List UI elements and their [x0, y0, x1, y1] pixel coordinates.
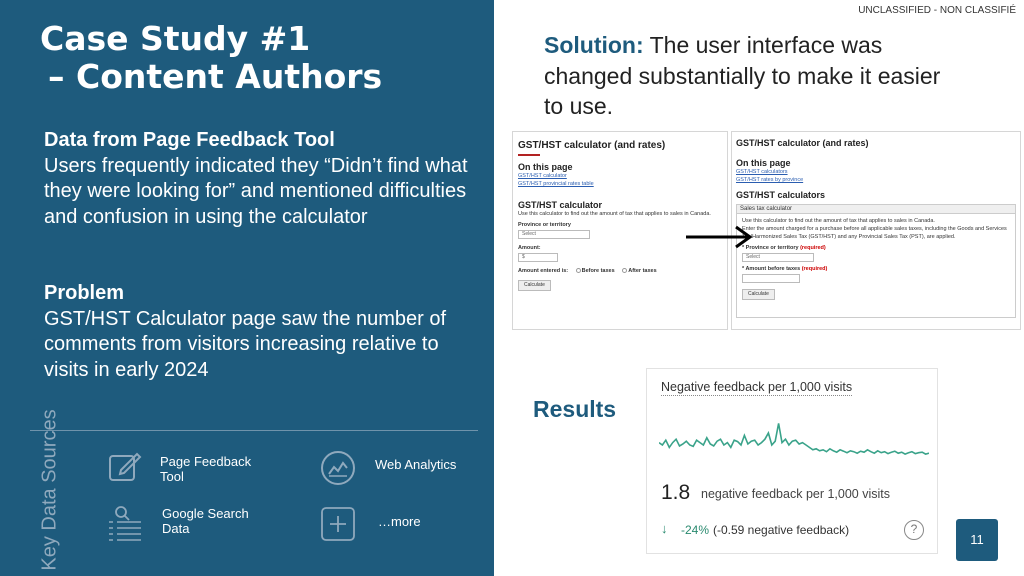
new-ui-amount-label: * Amount before taxes	[742, 266, 801, 272]
arrow-down-icon: ↓	[661, 521, 668, 536]
new-ui-section-title: GST/HST calculators	[736, 190, 826, 200]
key-data-sources-label: Key Data Sources	[38, 409, 61, 571]
results-change-pct: -24%	[681, 523, 710, 537]
old-ui-after-radio[interactable]	[622, 268, 627, 273]
old-ui-before-label: Before taxes	[581, 268, 615, 274]
new-ui-amount-required: (required)	[801, 266, 828, 272]
feedback-body: Users frequently indicated they “Didn’t find what they were looking for” and mentioned difficulties and confusion in using the calculator	[44, 154, 468, 228]
new-ui-calculate-button[interactable]: Calculate	[742, 289, 775, 300]
old-ui-province-label: Province or territory	[518, 222, 571, 228]
old-ui-title: GST/HST calculator (and rates)	[518, 140, 666, 151]
new-ui-link-rates[interactable]: GST/HST rates by province	[736, 177, 804, 183]
new-ui-intro-1: Use this calculator to find out the amount of tax that applies to sales in Canada.	[742, 218, 935, 224]
new-ui-province-required: (required)	[800, 245, 826, 251]
left-panel	[0, 0, 494, 576]
old-ui-title-underline	[518, 154, 540, 156]
new-ui-box-title: Sales tax calculator	[737, 205, 1015, 214]
results-value-label: negative feedback per 1,000 visits	[701, 487, 891, 501]
source-page-feedback-label: Page Feedback Tool	[160, 454, 252, 484]
new-ui-link-calculators[interactable]: GST/HST calculators	[736, 169, 788, 175]
new-ui-box-body	[737, 214, 1015, 317]
feedback-heading: Data from Page Feedback Tool	[44, 129, 335, 151]
old-ui-link-calculator[interactable]: GST/HST calculator	[518, 173, 567, 179]
new-ui-on-this-page: On this page	[736, 158, 791, 168]
old-ui-intro: Use this calculator to find out the amount of tax that applies to sales in Canada.	[518, 211, 711, 217]
new-ui-title: GST/HST calculator (and rates)	[736, 138, 869, 148]
new-ui-calculator-box	[736, 204, 1016, 318]
source-google-search-label: Google Search Data	[162, 506, 249, 536]
edit-icon	[107, 448, 143, 484]
new-ui-province-select[interactable]: Select	[742, 253, 814, 262]
slide-title	[40, 20, 382, 96]
new-ui-amount-input[interactable]	[742, 274, 800, 283]
title-line-2: – Content Authors	[48, 57, 383, 96]
old-ui-amount-input[interactable]: $	[518, 253, 558, 262]
chart-icon	[320, 450, 356, 486]
old-ui-link-rates[interactable]: GST/HST provincial rates table	[518, 181, 594, 187]
plus-icon	[320, 506, 356, 542]
source-web-analytics-label: Web Analytics	[375, 457, 457, 472]
old-ui-section-title: GST/HST calculator	[518, 200, 603, 210]
new-ui-province-row	[742, 245, 1010, 251]
solution-text	[544, 30, 964, 122]
old-ui-before-radio[interactable]	[576, 268, 581, 273]
old-ui-province-select[interactable]: Select	[518, 230, 590, 239]
new-ui-amount-row	[742, 266, 1010, 272]
source-more-label: …more	[378, 514, 421, 529]
new-ui-province-label: * Province or territory	[742, 245, 799, 251]
classification-label: UNCLASSIFIED - NON CLASSIFIÉ	[858, 5, 1016, 16]
page-number: 11	[956, 519, 998, 561]
results-value: 1.8	[661, 481, 691, 504]
results-change-abs: (-0.59 negative feedback)	[713, 523, 850, 537]
results-heading: Results	[533, 396, 617, 422]
problem-body: GST/HST Calculator page saw the number of comments from visitors increasing relative to visits in early 2024	[44, 307, 447, 381]
solution-label: Solution:	[544, 32, 644, 58]
arrow-right-icon	[684, 225, 754, 249]
results-card	[646, 368, 938, 554]
solution-body: The user interface was changed substantially to make it easier to use.	[544, 32, 941, 119]
old-ui-on-this-page: On this page	[518, 162, 573, 172]
trend-line	[659, 423, 929, 454]
problem-block	[44, 281, 474, 383]
old-ui-after-label: After taxes	[628, 268, 657, 274]
search-list-icon	[107, 505, 143, 541]
new-ui-intro-2: Enter the amount charged for a purchase before all applicable sales taxes, including the Goods and Services Tax/Harmonized Sales Tax (GST/HST) and any Provincial Sales Tax (PST), are applied.	[742, 226, 1007, 240]
old-ui-entered-label: Amount entered is:	[518, 268, 569, 274]
problem-heading: Problem	[44, 282, 125, 304]
old-ui-calculate-button[interactable]: Calculate	[518, 280, 551, 291]
old-ui-entered-row	[518, 268, 722, 274]
results-card-title: Negative feedback per 1,000 visits	[661, 380, 853, 394]
trend-sparkline	[659, 421, 929, 469]
help-icon[interactable]: ?	[904, 520, 924, 540]
new-ui-screenshot	[731, 131, 1021, 330]
feedback-block	[44, 128, 474, 230]
title-line-1: Case Study #1	[40, 19, 311, 58]
old-ui-amount-label: Amount:	[518, 245, 541, 251]
divider	[30, 430, 478, 431]
